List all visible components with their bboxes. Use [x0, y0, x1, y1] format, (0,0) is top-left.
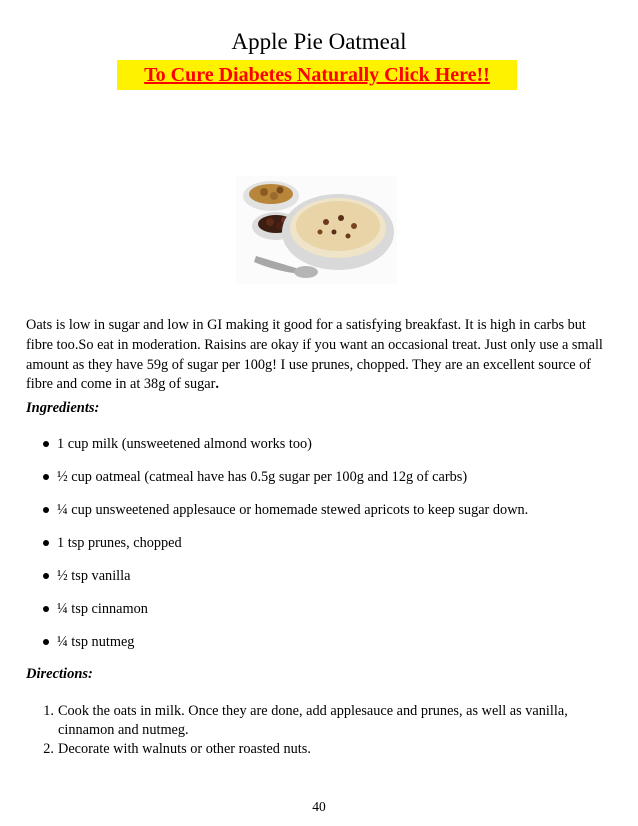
ingredients-list	[44, 434, 604, 665]
oatmeal-photo	[236, 176, 397, 284]
intro-period: .	[215, 376, 219, 393]
direction-step: 1. Cook the oats in milk. Once they are done, add applesauce and prunes, as well as vanilla, cinnamon and nutmeg.	[43, 703, 568, 738]
bullet-icon	[43, 639, 49, 645]
ingredient-item: ¼ tsp nutmeg	[44, 632, 604, 665]
ingredient-item: ½ cup oatmeal (catmeal have has 0.5g sugar per 100g and 12g of carbs)	[44, 467, 604, 500]
ingredient-item: ½ tsp vanilla	[44, 566, 604, 599]
ingredients-heading: Ingredients:	[26, 400, 100, 416]
bullet-icon	[43, 606, 49, 612]
bullet-icon	[43, 441, 49, 447]
direction-step: 2. Decorate with walnuts or other roasted nuts.	[43, 741, 311, 757]
ingredient-item: 1 tsp prunes, chopped	[44, 533, 604, 566]
cure-diabetes-link[interactable]: To Cure Diabetes Naturally Click Here!!	[117, 60, 517, 90]
bullet-icon	[43, 474, 49, 480]
ingredient-item: ¼ tsp cinnamon	[44, 599, 604, 632]
intro-text: Oats is low in sugar and low in GI making it good for a satisfying breakfast. It is high in carbs but fibre too.So eat in moderation. Raisins are okay if you want an occasional treat. Just only use a small amount as they have 59g of sugar per 100g! I use prunes, chopped. They are an excellent source of fibre and come in at 38g of sugar	[26, 317, 603, 393]
page-title: Apple Pie Oatmeal	[231, 29, 407, 54]
bullet-icon	[43, 507, 49, 513]
directions-list	[26, 702, 616, 759]
bullet-icon	[43, 573, 49, 579]
ingredient-item: 1 cup milk (unsweetened almond works too)	[44, 434, 604, 467]
page-number: 40	[312, 799, 326, 814]
bullet-icon	[43, 540, 49, 546]
directions-heading: Directions:	[26, 666, 93, 682]
ingredient-item: ¼ cup unsweetened applesauce or homemade stewed apricots to keep sugar down.	[44, 500, 604, 533]
intro-paragraph	[26, 316, 616, 395]
